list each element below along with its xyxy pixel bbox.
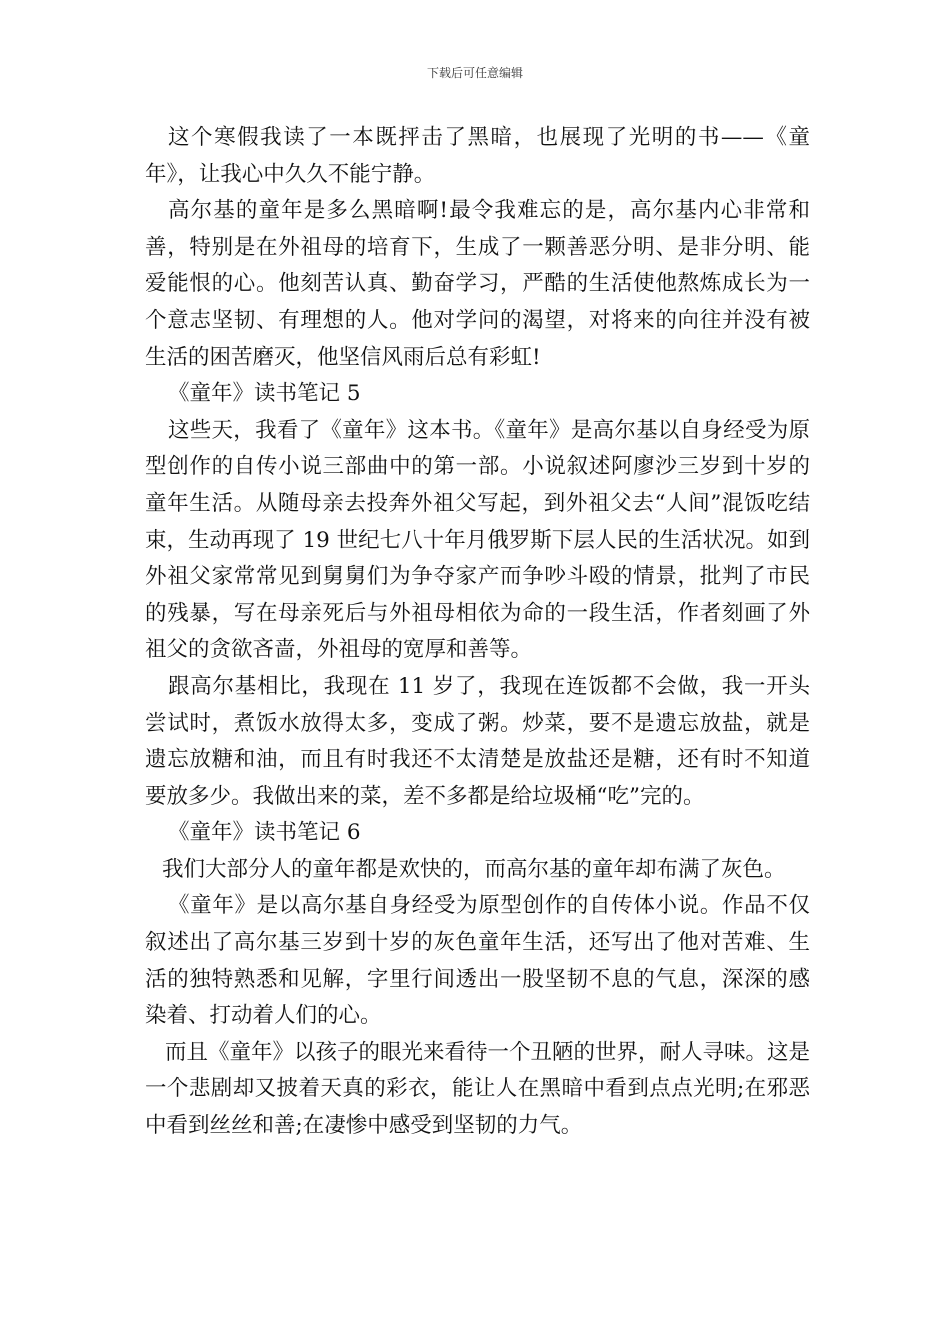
paragraph-gorky-childhood: 高尔基的童年是多么黑暗啊!最令我难忘的是，高尔基内心非常和善，特别是在外祖母的培育下，生成了一颗善恶分明、是非分明、能爱能恨的心。他刻苦认真、勤奋学习，严酷的生活使他熬炼成长为一个意志坚韧、有理想的人。他对学问的渴望，对将来的向往并没有被生活的困苦磨灭，他坚信风雨后总有彩虹! [145, 198, 810, 370]
paragraph-personal-comparison: 跟高尔基相比，我现在 11 岁了，我现在连饭都不会做，我一开头尝试时，煮饭水放得太多，变成了粥。炒菜，要不是遗忘放盐，就是遗忘放糖和油，而且有时我还不太清楚是放盐还是糖，还有时不知道要放多少。我做出来的菜，差不多都是给垃圾桶“吃”完的。 [145, 673, 810, 809]
document-body [145, 120, 810, 1145]
paragraph-book-summary: 这些天，我看了《童年》这本书。《童年》是高尔基以自身经受为原型创作的自传小说三部曲中的第一部。小说叙述阿廖沙三岁到十岁的童年生活。从随母亲去投奔外祖父写起，到外祖父去“人间”混饭吃结束，生动再现了 19 世纪七八十年月俄罗斯下层人民的生活状况。如到外祖父家常常见到舅舅们为争夺家产而争吵斗殴的情景，批判了市民的残暴，写在母亲死后与外祖母相依为命的一段生活，作者刻画了外祖父的贪欲吝啬，外祖母的宽厚和善等。 [145, 417, 810, 663]
paragraph-conclusion: 而且《童年》以孩子的眼光来看待一个丑陋的世界，耐人寻味。这是一个悲剧却又披着天真的彩衣，能让人在黑暗中看到点点光明;在邪恶中看到丝丝和善;在凄惨中感受到坚韧的力气。 [145, 1039, 811, 1139]
section-heading-note-5: 《童年》读书笔记 5 [168, 381, 361, 407]
paragraph-intro: 这个寒假我读了一本既抨击了黑暗，也展现了光明的书——《童年》，让我心中久久不能宁静。 [145, 125, 810, 187]
paragraph-gray-childhood: 我们大部分人的童年都是欢快的，而高尔基的童年却布满了灰色。 [162, 856, 786, 882]
paragraph-novel-description: 《童年》是以高尔基自身经受为原型创作的自传体小说。作品不仅叙述出了高尔基三岁到十岁的灰色童年生活，还写出了他对苦难、生活的独特熟悉和见解，字里行间透出一股坚韧不息的气息，深深的感染着、打动着人们的心。 [145, 893, 810, 1029]
section-heading-note-6: 《童年》读书笔记 6 [168, 820, 361, 846]
page-header: 下载后可任意编辑 [426, 66, 523, 80]
